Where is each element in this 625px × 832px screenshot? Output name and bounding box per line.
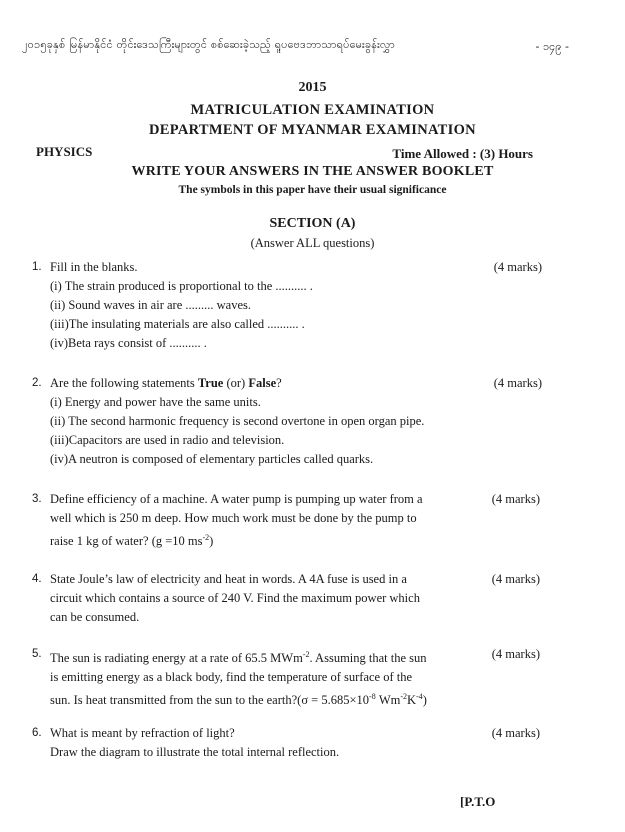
question-text-line: raise 1 kg of water? (g =10 $ms^{-2}$) <box>50 533 214 549</box>
question-3 <box>32 490 540 551</box>
question-marks: (4 marks) <box>491 726 540 740</box>
question-marks: (4 marks) <box>491 647 540 661</box>
question-item: (ii) The second harmonic frequency is second overtone in open organ pipe. <box>50 414 425 428</box>
question-text-line: can be consumed. <box>50 610 140 624</box>
question-6 <box>32 724 540 762</box>
question-item: (iv)A neutron is composed of elementary particles called quarks. <box>50 452 374 466</box>
subject-name: PHYSICS <box>36 144 93 159</box>
question-text-line: Draw the diagram to illustrate the total internal reflection. <box>50 745 340 759</box>
question-number: 2. <box>32 377 42 389</box>
question-marks: (4 marks) <box>493 260 542 274</box>
question-text: Are the following statements True (or) False? <box>50 376 282 390</box>
question-marks: (4 marks) <box>493 376 542 390</box>
question-1 <box>32 258 542 353</box>
time-allowed: Time Allowed : (3) Hours <box>392 146 533 161</box>
question-marks: (4 marks) <box>491 492 540 506</box>
question-text: Fill in the blanks. <box>50 260 138 274</box>
question-text-line: sun. Is heat transmitted from the sun to the earth?(σ = $5.685\times 10^{-8}$ $Wm^{-2}K^{-4}$) <box>50 692 427 708</box>
question-number: 1. <box>32 261 42 273</box>
question-item: (iv)Beta rays consist of .......... . <box>50 336 207 350</box>
question-item: (ii) Sound waves in air are ......... waves. <box>50 298 251 312</box>
exam-title: MATRICULATION EXAMINATION <box>190 102 435 118</box>
page-number: - ၁၄၉ - <box>535 40 569 53</box>
question-5 <box>32 645 540 710</box>
question-number: 4. <box>32 573 42 585</box>
exam-year: 2015 <box>298 80 327 95</box>
question-text-line: The sun is radiating energy at a rate of 65.5 MWm$^{-2}$. Assuming that the sun <box>50 650 427 666</box>
question-text-line: Define efficiency of a machine. A water pump is pumping up water from a <box>50 492 423 506</box>
section-note: (Answer ALL questions) <box>250 236 375 250</box>
question-item: (i) Energy and power have the same units. <box>50 395 261 409</box>
myanmar-header-line: ၂၀၁၅ခုနှစ် မြန်မာနိုင်ငံ တိုင်းဒေသကြီးများတွင် စစ်ဆေးခဲ့သည့် ရူပဗေဒဘာသာရပ်မေးခွန်းလွှာ <box>22 38 396 51</box>
question-text-line: circuit which contains a source of 240 V. Find the maximum power which <box>50 591 420 605</box>
question-marks: (4 marks) <box>491 572 540 586</box>
question-number: 5. <box>32 648 42 660</box>
question-number: 6. <box>32 727 42 739</box>
department-title: DEPARTMENT OF MYANMAR EXAMINATION <box>149 122 476 138</box>
question-text-line: State Joule’s law of electricity and heat in words. A 4A fuse is used in a <box>50 572 407 586</box>
question-item: (iii)Capacitors are used in radio and television. <box>50 433 285 447</box>
instruction-line: WRITE YOUR ANSWERS IN THE ANSWER BOOKLET <box>131 164 494 179</box>
section-heading: SECTION (A) <box>269 216 356 231</box>
question-text-line: well which is 250 m deep. How much work must be done by the pump to <box>50 511 417 525</box>
question-4 <box>32 570 540 627</box>
question-text-line: What is meant by refraction of light? <box>50 726 235 740</box>
question-2 <box>32 374 542 469</box>
symbols-note: The symbols in this paper have their usual significance <box>178 184 447 196</box>
question-number: 3. <box>32 493 42 505</box>
question-text-line: is emitting energy as a black body, find the temperature of surface of the <box>50 670 413 685</box>
question-item: (i) The strain produced is proportional to the .......... . <box>50 279 313 293</box>
question-item: (iii)The insulating materials are also called .......... . <box>50 317 305 331</box>
please-turn-over: [P.T.O <box>460 794 496 809</box>
